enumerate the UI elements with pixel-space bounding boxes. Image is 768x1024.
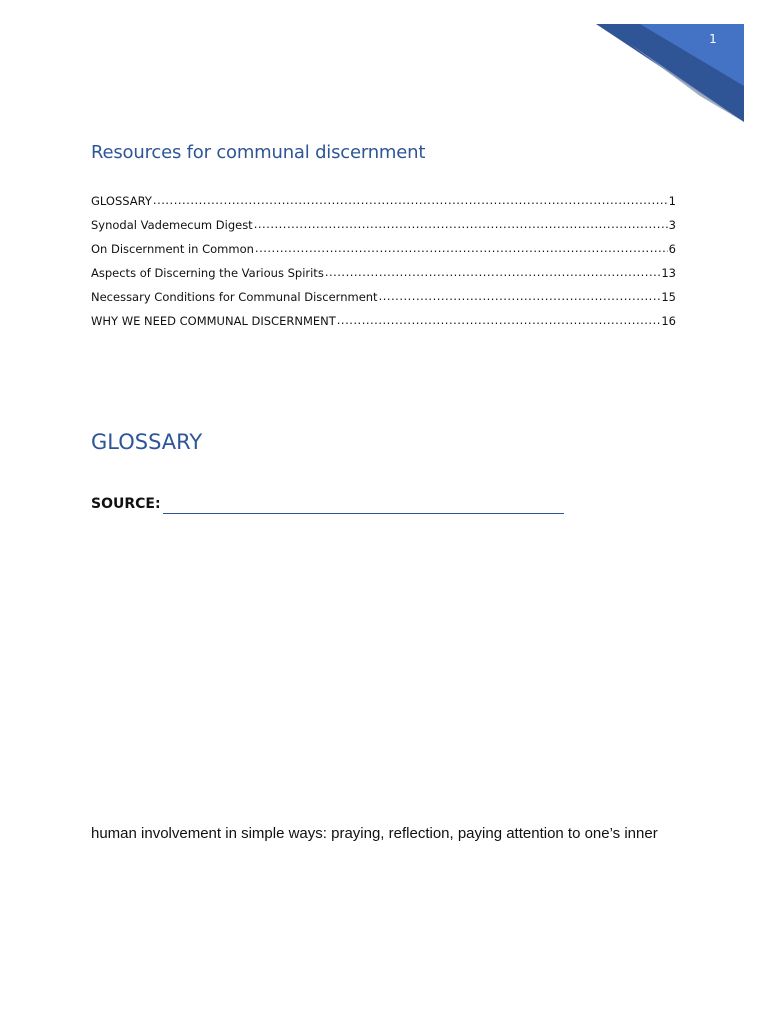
toc-entry-discernment-in-common[interactable] [91,242,676,266]
toc-entry-necessary-conditions[interactable] [91,290,676,314]
toc-entry-why-communal-discernment[interactable] [91,314,676,338]
toc-entry-label: Synodal Vademecum Digest [91,218,253,232]
toc-dot-leader [325,266,661,279]
glossary-heading: GLOSSARY [91,430,203,454]
toc-dot-leader [255,242,668,255]
toc-entry-page: 1 [668,194,676,208]
toc-dot-leader [254,218,668,231]
toc-entry-label: On Discernment in Common [91,242,254,256]
toc-entry-page: 15 [661,290,676,304]
toc-dot-leader [337,314,661,327]
table-of-contents [91,194,676,338]
toc-entry-label: Aspects of Discerning the Various Spirits [91,266,324,280]
toc-dot-leader [379,290,661,303]
toc-entry-vademecum-digest[interactable] [91,218,676,242]
toc-entry-page: 13 [661,266,676,280]
page-number: 1 [709,32,717,46]
toc-entry-various-spirits[interactable] [91,266,676,290]
toc-entry-label: Necessary Conditions for Communal Discernment [91,290,378,304]
toc-title: Resources for communal discernment [91,142,426,163]
source-label: SOURCE: [91,496,161,512]
source-input-line[interactable] [163,513,564,514]
toc-entry-label: WHY WE NEED COMMUNAL DISCERNMENT [91,314,336,328]
toc-entry-page: 6 [668,242,676,256]
body-paragraph: human involvement in simple ways: praying, reflection, paying attention to one’s inner [91,825,658,842]
toc-entry-page: 3 [668,218,676,232]
toc-entry-glossary[interactable] [91,194,676,218]
toc-entry-page: 16 [661,314,676,328]
page-corner-decoration [0,0,768,140]
toc-entry-label: GLOSSARY [91,194,152,208]
toc-dot-leader [153,194,668,207]
